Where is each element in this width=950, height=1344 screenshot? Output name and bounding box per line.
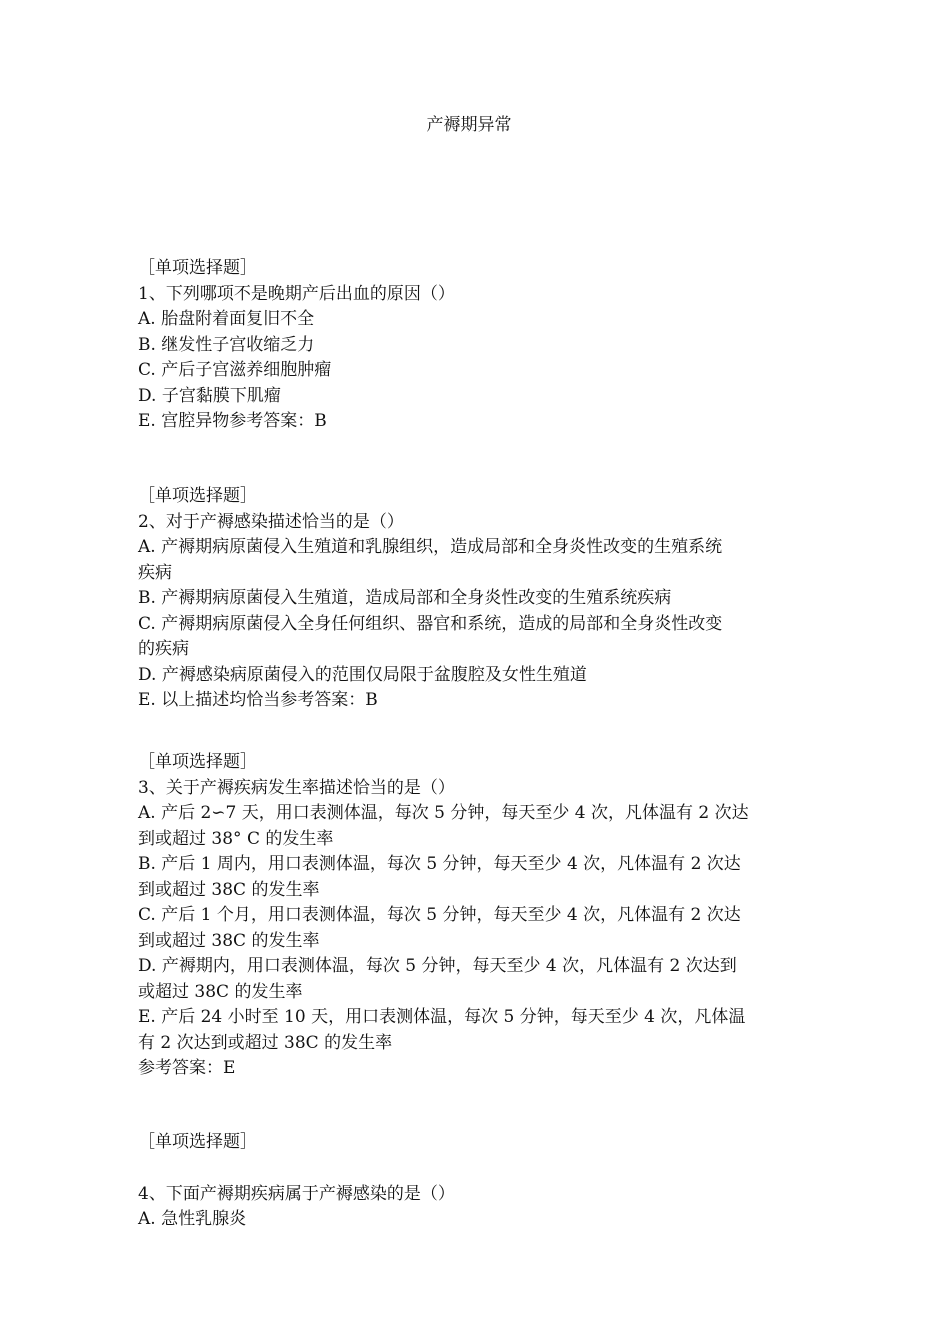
document-title: 产褥期异常 [426, 115, 512, 135]
question-block-4 [138, 1130, 808, 1233]
answer-line: 参考答案：E [138, 1058, 236, 1078]
question-type-label: ［单项选择题］ [138, 258, 257, 278]
option-line: E. 以上描述均恰当参考答案：B [138, 690, 378, 710]
option-line: C. 产褥期病原菌侵入全身任何组织、器官和系统，造成的局部和全身炎性改变 [138, 613, 723, 634]
question-block-2 [138, 484, 808, 714]
option-line: B. 继发性子宫收缩乏力 [138, 334, 315, 355]
question-text: 3、关于产褥疾病发生率描述恰当的是（） [138, 777, 455, 798]
option-line: E. 产后 24 小时至 10 天，用口表测体温，每次 5 分钟，每天至少 4 次，凡体温 [138, 1007, 746, 1027]
option-line: E. 宫腔异物参考答案：B [138, 411, 327, 431]
option-line: B. 产后 1 周内，用口表测体温，每次 5 分钟，每天至少 4 次，凡体温有 2 次达 [138, 854, 741, 874]
option-line: B. 产褥期病原菌侵入生殖道，造成局部和全身炎性改变的生殖系统疾病 [138, 588, 672, 608]
option-line: A. 产后 2∽7 天，用口表测体温，每次 5 分钟，每天至少 4 次，凡体温有 2 次达 [138, 803, 749, 823]
option-line: D. 子宫黏膜下肌瘤 [138, 385, 281, 406]
option-line: 或超过 38C 的发生率 [138, 981, 303, 1002]
question-block-1 [138, 256, 808, 435]
question-block-3 [138, 750, 808, 1082]
option-line: 疾病 [138, 562, 172, 583]
option-line: A. 胎盘附着面复旧不全 [138, 309, 315, 329]
spacer [138, 1156, 808, 1182]
option-line: C. 产后 1 个月，用口表测体温，每次 5 分钟，每天至少 4 次，凡体温有 2 次达 [138, 905, 741, 925]
question-type-label: ［单项选择题］ [138, 1132, 257, 1152]
option-line: D. 产褥期内，用口表测体温，每次 5 分钟，每天至少 4 次，凡体温有 2 次达到 [138, 956, 737, 976]
question-text: 2、对于产褥感染描述恰当的是（） [138, 511, 404, 532]
question-type-label: ［单项选择题］ [138, 752, 257, 772]
option-line: A. 产褥期病原菌侵入生殖道和乳腺组织，造成局部和全身炎性改变的生殖系统 [138, 537, 723, 557]
option-line: 到或超过 38C 的发生率 [138, 879, 320, 900]
question-type-label: ［单项选择题］ [138, 486, 257, 506]
option-line: C. 产后子宫滋养细胞肿瘤 [138, 360, 332, 380]
option-line: 有 2 次达到或超过 38C 的发生率 [138, 1032, 393, 1053]
question-text: 1、下列哪项不是晚期产后出血的原因（） [138, 283, 455, 304]
question-text: 4、下面产褥期疾病属于产褥感染的是（） [138, 1183, 455, 1204]
option-line: 的疾病 [138, 639, 189, 659]
option-line: 到或超过 38C 的发生率 [138, 930, 320, 951]
option-line: 到或超过 38° C 的发生率 [138, 828, 334, 849]
option-line: D. 产褥感染病原菌侵入的范围仅局限于盆腹腔及女性生殖道 [138, 664, 587, 685]
option-line: A. 急性乳腺炎 [138, 1209, 247, 1229]
